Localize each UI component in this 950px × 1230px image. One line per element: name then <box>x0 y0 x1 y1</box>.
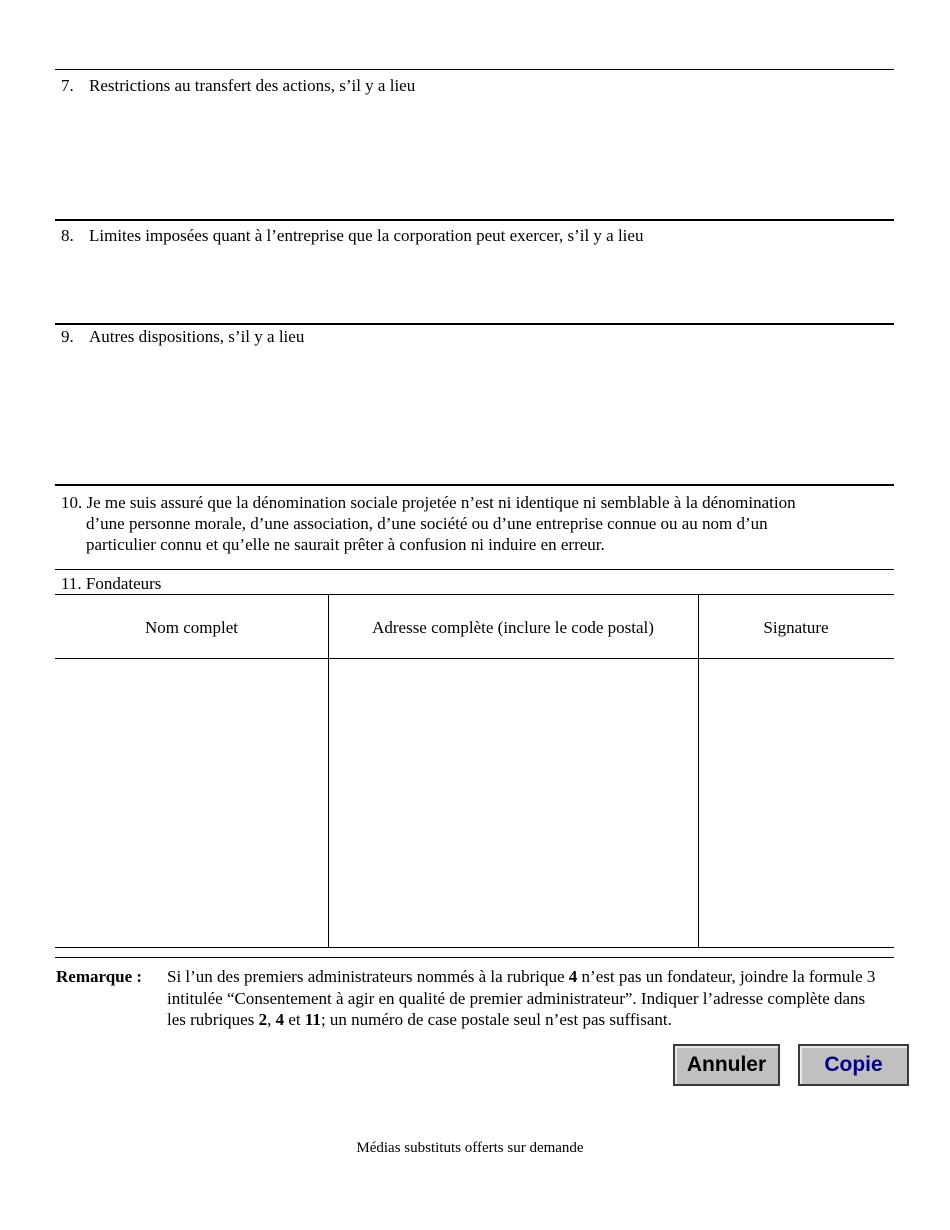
column-header-signature: Signature <box>763 618 829 637</box>
remark-text-5: ; un numéro de case postale seul n’est pas suffisant. <box>320 1010 672 1029</box>
section-10-line-3: particulier connu et qu’elle ne saurait prêter à confusion ni induire en erreur. <box>86 535 605 554</box>
copy-button[interactable]: Copie <box>798 1044 909 1086</box>
remark-text-4: et <box>284 1010 305 1029</box>
section-10-line-1: Je me suis assuré que la dénomination sociale projetée n’est ni identique ni semblable à la dénomination <box>86 493 796 512</box>
divider-section-11 <box>55 569 894 570</box>
section-8 <box>61 225 643 246</box>
divider-section-8 <box>55 219 894 221</box>
remark-bold-3: 4 <box>275 1010 285 1029</box>
remark-text-2: n’est pas un fondateur, joindre la formule 3 intitulée “Consentement à agir en qualité de premier administrateur”. Indiquer l’adresse complète dans les rubriques <box>167 967 876 1029</box>
section-7-number: 7. <box>61 76 74 95</box>
section-8-label: Limites imposées quant à l’entreprise que la corporation peut exercer, s’il y a lieu <box>89 226 644 245</box>
section-10-line-2: d’une personne morale, d’une association, d’une société ou d’une entreprise connue ou au nom d’un <box>86 514 768 533</box>
remark-text-1: Si l’un des premiers administrateurs nommés à la rubrique <box>167 967 569 986</box>
founders-signature-field[interactable] <box>699 659 894 947</box>
section-10 <box>61 492 891 555</box>
founders-table-bottom-border <box>55 947 894 948</box>
column-header-full-name: Nom complet <box>144 618 238 637</box>
remark-body <box>167 966 887 1031</box>
remark-title: Remarque : <box>56 967 143 986</box>
section-10-number: 10. <box>61 493 83 512</box>
section-9-label: Autres dispositions, s’il y a lieu <box>89 327 305 346</box>
section-11-title: 11. Fondateurs <box>61 574 162 593</box>
divider-section-9 <box>55 323 894 325</box>
footer-note: Médias substituts offerts sur demande <box>356 1140 584 1156</box>
remark-bold-2: 2 <box>258 1010 268 1029</box>
founders-name-field[interactable] <box>56 659 328 947</box>
section-8-number: 8. <box>61 226 74 245</box>
section-9-number: 9. <box>61 327 74 346</box>
cancel-button[interactable]: Annuler <box>673 1044 780 1086</box>
column-header-address: Adresse complète (inclure le code postal) <box>372 618 654 637</box>
section-7 <box>61 75 415 96</box>
section-7-label: Restrictions au transfert des actions, s’il y a lieu <box>89 76 416 95</box>
remark-bold-1: 4 <box>568 967 578 986</box>
founders-address-field[interactable] <box>329 659 698 947</box>
divider-top <box>55 69 894 70</box>
remark-divider <box>55 957 894 958</box>
founders-table-top-border <box>55 594 894 595</box>
divider-section-10 <box>55 484 894 486</box>
remark-bold-4: 11 <box>304 1010 321 1029</box>
section-9 <box>61 326 304 347</box>
remark-text-3: , <box>267 1010 276 1029</box>
